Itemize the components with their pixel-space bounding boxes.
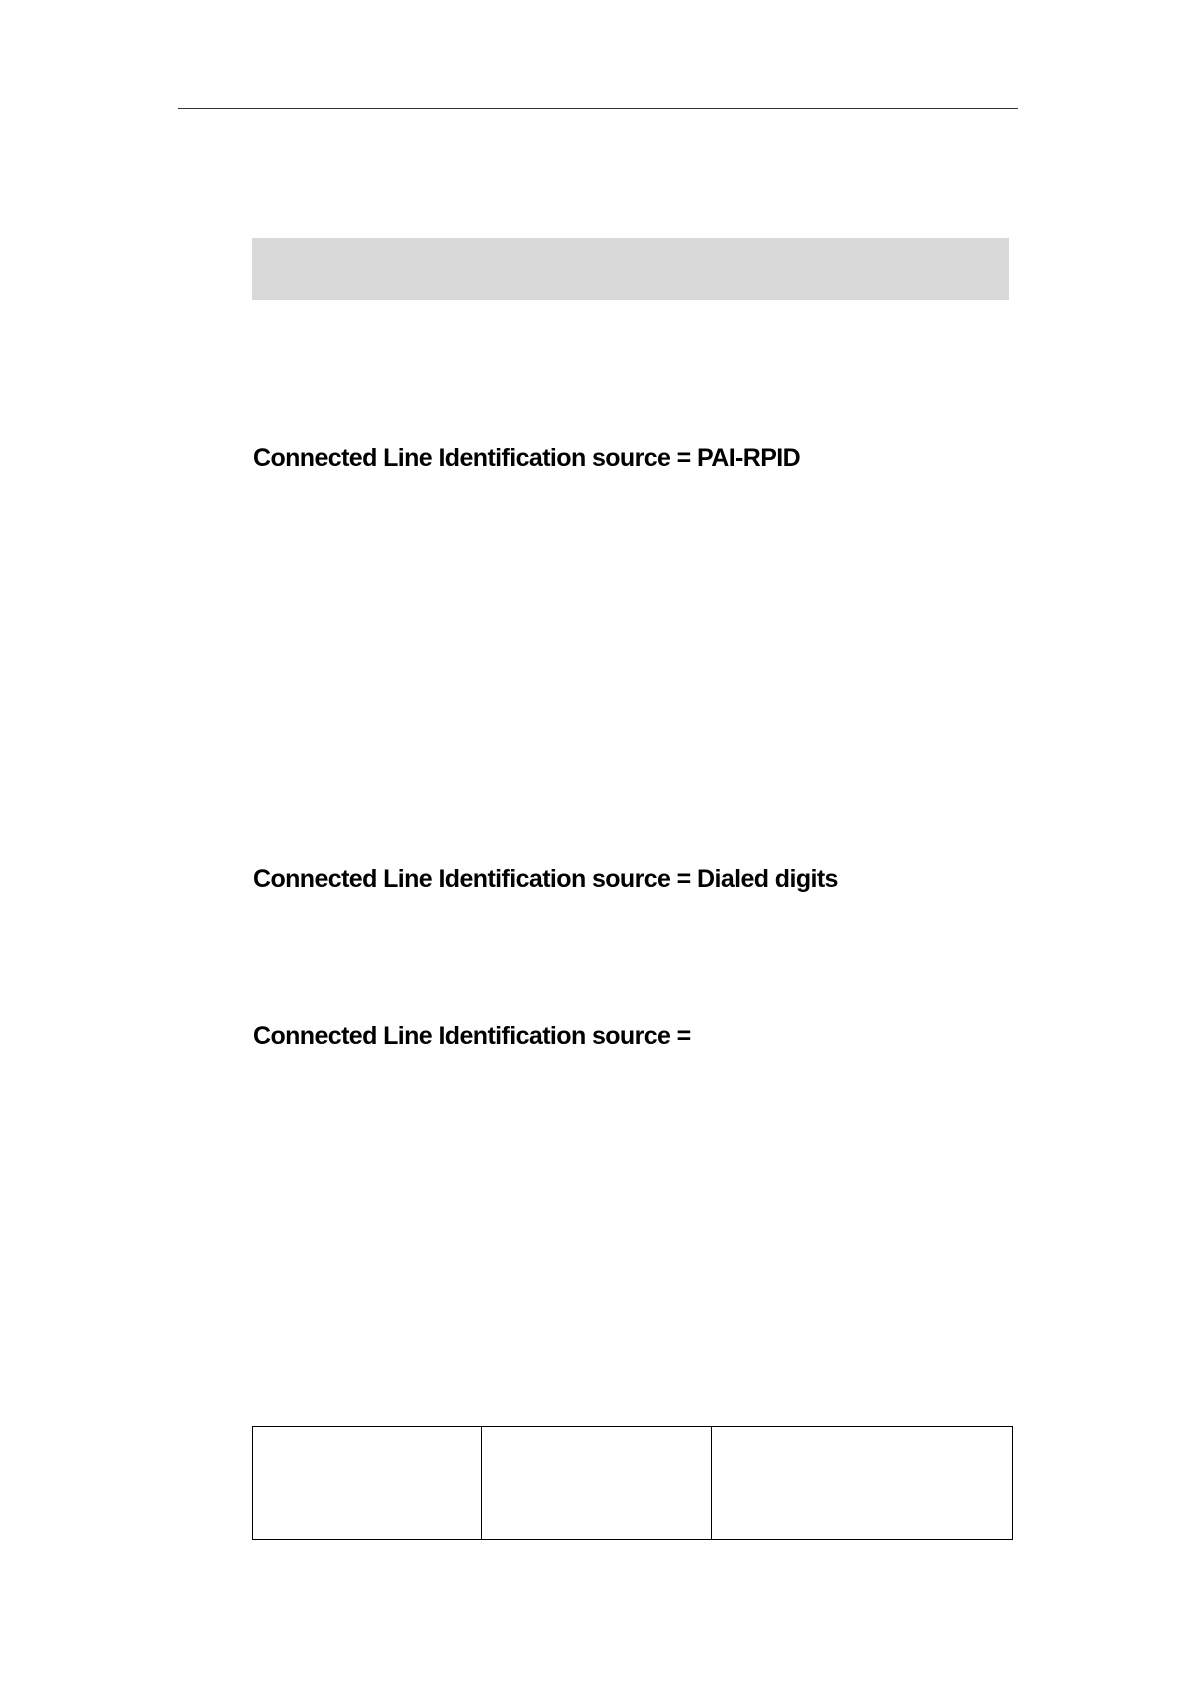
heading-dialed-digits: Connected Line Identification source = Dialed digits — [253, 865, 838, 893]
page-header-rule — [178, 108, 1018, 109]
shaded-banner — [252, 238, 1009, 300]
heading-source-blank: Connected Line Identification source = — [253, 1022, 691, 1050]
bottom-table — [252, 1426, 1013, 1540]
table-cell — [253, 1427, 482, 1540]
table-cell — [712, 1427, 1013, 1540]
table-cell — [482, 1427, 712, 1540]
heading-pai-rpid: Connected Line Identification source = PAI-RPID — [253, 444, 801, 472]
table-row — [253, 1427, 1013, 1540]
